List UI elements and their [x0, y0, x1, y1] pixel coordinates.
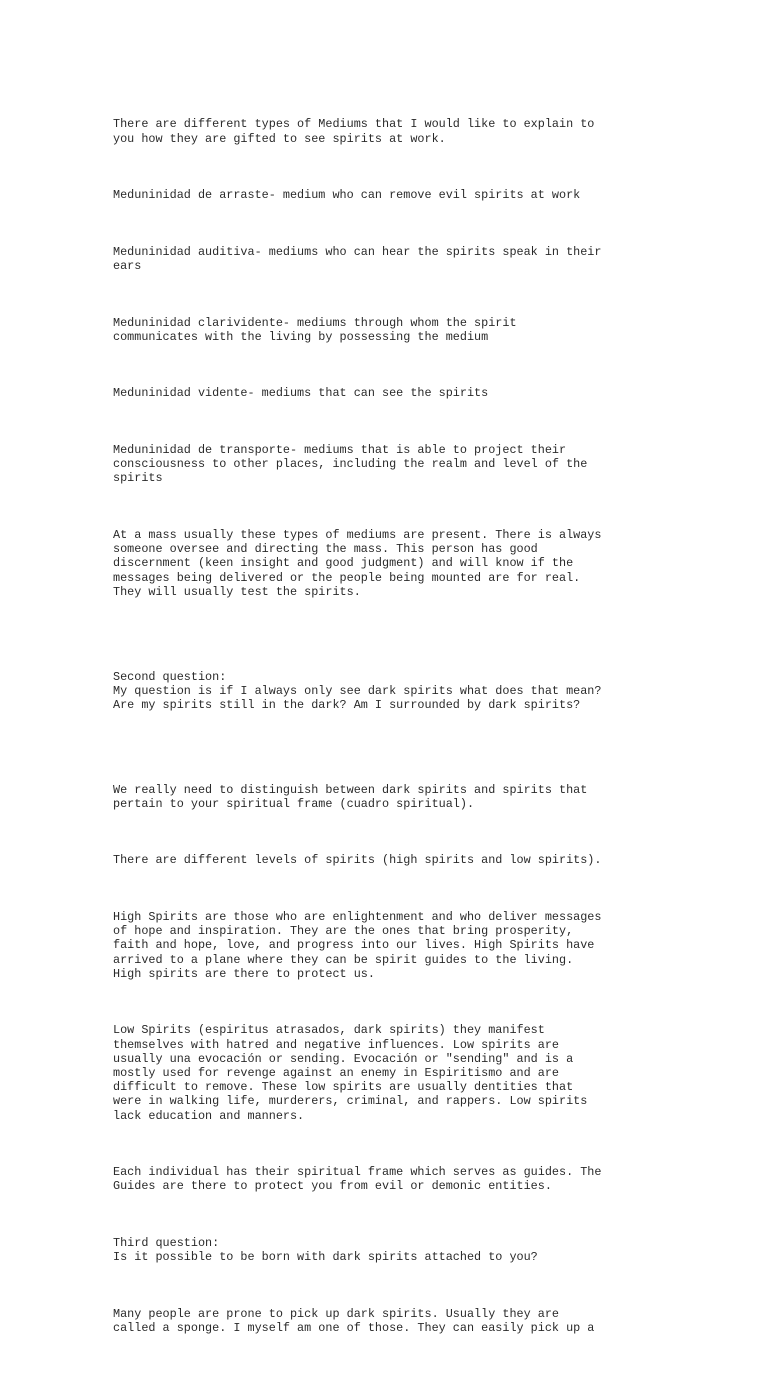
paragraph-high-spirits: High Spirits are those who are enlightenment and who deliver messages of hope and inspiration. They are the ones that bring prosperity, faith and hope, love, and progress into our lives. High Spirits have arrived to a plane where they can be spirit guides to the living. High spirits are there to protect us.	[113, 909, 602, 981]
paragraph-mass: At a mass usually these types of mediums are present. There is always someone oversee and directing the mass. This person has good discernment (keen insight and good judgment) and will know if the messages being delivered or the people being mounted are for real. They will usually test the spirits.	[113, 528, 602, 599]
paragraph-arraste: Meduninidad de arraste- medium who can remove evil spirits at work	[113, 188, 581, 203]
paragraph-second-question: Second question: My question is if I always only see dark spirits what does that mean? Are my spirits still in the dark? Am I surrounded by dark spirits?	[113, 669, 602, 712]
paragraph-auditiva: Meduninidad auditiva- mediums who can hear the spirits speak in their ears	[113, 244, 602, 274]
paragraph-sponge: Many people are prone to pick up dark spirits. Usually they are called a sponge. I myself am one of those. They can easily pick up a	[113, 1306, 595, 1336]
paragraph-clarividente: Meduninidad clarividente- mediums through whom the spirit communicates with the living by possessing the medium	[113, 315, 517, 344]
paragraph-intro: There are different types of Mediums that I would like to explain to you how they are gifted to see spirits at work.	[113, 117, 595, 146]
paragraph-third-question: Third question: Is it possible to be born with dark spirits attached to you?	[113, 1236, 538, 1265]
paragraph-spiritual-frame: Each individual has their spiritual frame which serves as guides. The Guides are there to protect you from evil or demonic entities.	[113, 1165, 602, 1194]
document-body	[113, 89, 653, 1378]
paragraph-vidente: Meduninidad vidente- mediums that can see the spirits	[113, 386, 489, 401]
paragraph-low-spirits: Low Spirits (espiritus atrasados, dark spirits) they manifest themselves with hatred and negative influences. Low spirits are usually una evocación or sending. Evocación or "sending" and is a mostly used for revenge against an enemy in Espiritismo and are difficult to remove. These low spirits are usually dentities that were in walking life, murderers, criminal, and rappers. Low spirits lack education and manners.	[113, 1023, 588, 1123]
paragraph-levels: There are different levels of spirits (high spirits and low spirits).	[113, 853, 602, 868]
paragraph-transporte: Meduninidad de transporte- mediums that is able to project their consciousness to other places, including the realm and level of the spirits	[113, 443, 588, 486]
paragraph-distinguish: We really need to distinguish between dark spirits and spirits that pertain to your spiritual frame (cuadro spiritual).	[113, 782, 588, 811]
